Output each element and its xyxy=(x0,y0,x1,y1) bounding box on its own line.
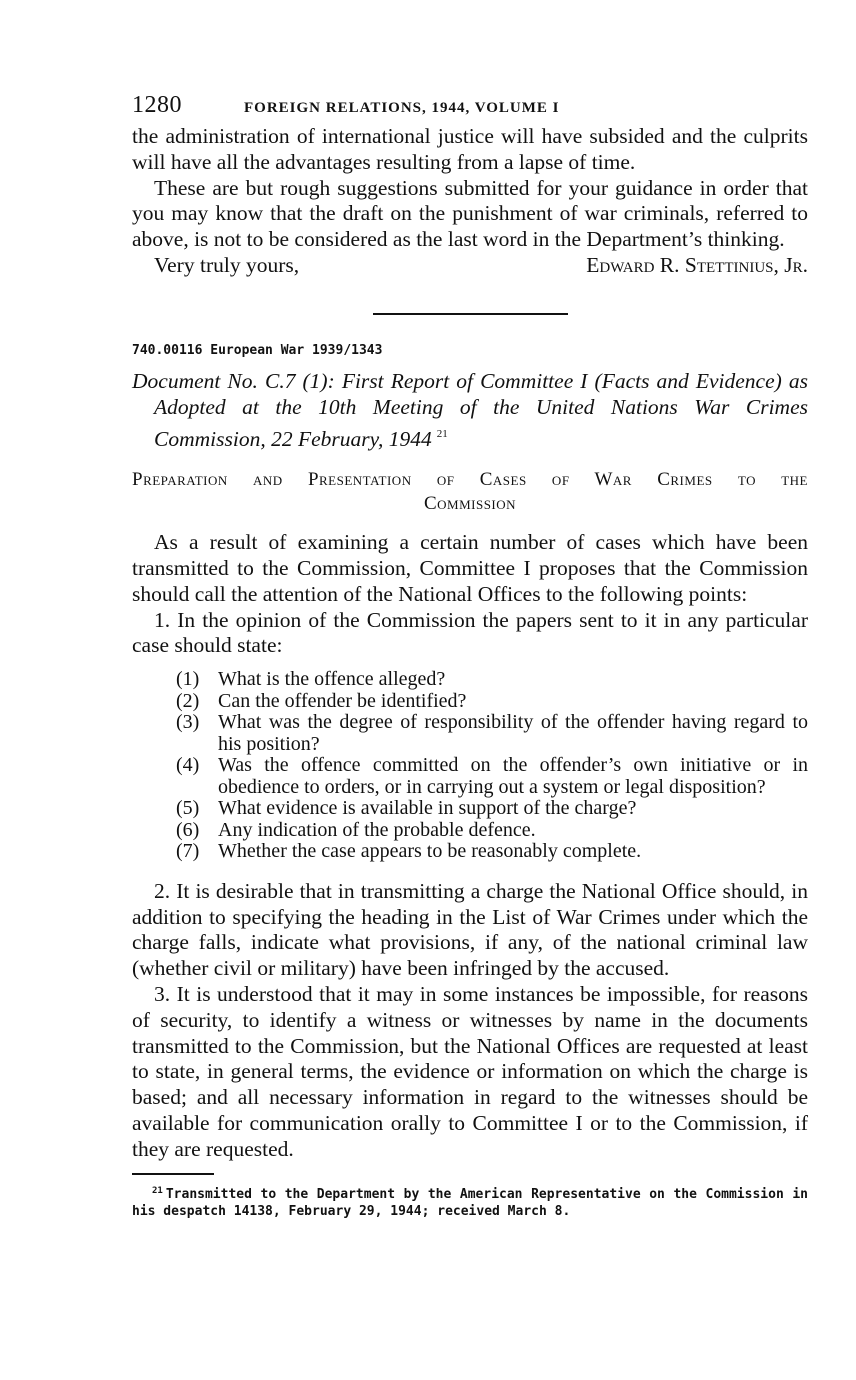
list-item xyxy=(176,755,808,798)
list-item xyxy=(176,798,808,820)
list-item xyxy=(176,712,808,755)
list-item xyxy=(176,820,808,842)
list-item-text: Whether the case appears to be reasonably complete. xyxy=(218,840,642,863)
list-item-text: Can the offender be identified? xyxy=(218,689,467,712)
section-divider xyxy=(373,313,568,315)
letter-ending xyxy=(132,124,808,279)
intro-paragraph: As a result of examining a certain number of cases which have been transmitted to the Commission, Committee I proposes that the Commission should call the attention of the National Offices to the following points: xyxy=(132,530,808,606)
report-body xyxy=(132,530,808,659)
list-item-number: (5) xyxy=(176,797,200,820)
letter-paragraph-suggestions: These are but rough suggestions submitted for your guidance in order that you may know that the draft on the punishment of war criminals, referred to above, is not to be considered as the last word in the Department’s thinking. xyxy=(132,175,808,252)
page-number: 1280 xyxy=(132,92,182,118)
point-2-paragraph: 2. It is desirable that in transmitting a charge the National Office should, in addition to specifying the heading in the List of War Crimes under which the charge falls, indicate what provisions, if any, of the national criminal law (whether civil or military) have been infringed by the accused. xyxy=(132,878,808,981)
list-item-number: (6) xyxy=(176,818,200,841)
section-heading-line-2: Commission xyxy=(423,493,517,515)
document-title xyxy=(132,368,808,453)
footnote-reference: 21 xyxy=(436,427,448,440)
list-item-number: (3) xyxy=(176,711,200,734)
list-item-number: (2) xyxy=(176,689,200,712)
document-page xyxy=(132,92,808,1220)
questions-list xyxy=(132,669,808,863)
point-3-paragraph: 3. It is understood that it may in some instances be impossible, for reasons of security, to identify a witness or witnesses by name in the documents transmitted to the Commission, but the National Offices are requested at least to state, in general terms, the evidence or information on which the charge is based; and all necessary information in regard to the witnesses should be available for communication orally to Committee I or to the Commission, if they are requested. xyxy=(132,981,808,1161)
section-heading xyxy=(132,468,808,516)
point-1-paragraph: 1. In the opinion of the Commission the papers sent to it in any particular case should state: xyxy=(132,607,808,658)
list-item xyxy=(176,669,808,691)
letter-paragraph-continued: the administration of international justice will have subsided and the culprits will have all the advantages resulting from a lapse of time. xyxy=(132,124,808,174)
running-head-title: FOREIGN RELATIONS, 1944, VOLUME I xyxy=(244,100,560,116)
footnote-divider xyxy=(132,1173,214,1175)
list-item-text: Was the offence committed on the offender’s own initiative or in obedience to orders, or in carrying out a system or legal disposition? xyxy=(218,754,808,798)
list-item-text: What is the offence alleged? xyxy=(218,668,446,691)
footnote-text: Transmitted to the Department by the American Representative on the Commission in his despatch 14138, February 29, 1944; received March 8. xyxy=(132,1186,808,1219)
letter-closing xyxy=(132,253,808,279)
list-item-number: (4) xyxy=(176,754,200,777)
footnote xyxy=(132,1183,808,1220)
list-item-number: (1) xyxy=(176,668,200,691)
list-item xyxy=(176,691,808,713)
closing-salutation: Very truly yours, xyxy=(154,252,300,277)
section-heading-line-1: Preparation and Presentation of Cases of War Crimes to the xyxy=(132,469,808,491)
report-body-continued xyxy=(132,879,808,1163)
footnote-marker: 21 xyxy=(152,1185,163,1196)
list-item-text: What was the degree of responsibility of the offender having regard to his position? xyxy=(218,711,808,755)
file-reference: 740.00116 European War 1939/1343 xyxy=(132,342,383,358)
signature: Edward R. Stettinius, Jr. xyxy=(586,252,808,277)
list-item-number: (7) xyxy=(176,840,200,863)
list-item-text: Any indication of the probable defence. xyxy=(218,818,536,841)
list-item xyxy=(176,841,808,863)
list-item-text: What evidence is available in support of the charge? xyxy=(218,797,637,820)
document-title-text: Document No. C.7 (1): First Report of Committee I (Facts and Evidence) as Adopted at the 10th Meeting of the United Nations War Crimes Commission, 22 February, 1944 xyxy=(132,368,808,451)
running-head xyxy=(132,92,808,124)
